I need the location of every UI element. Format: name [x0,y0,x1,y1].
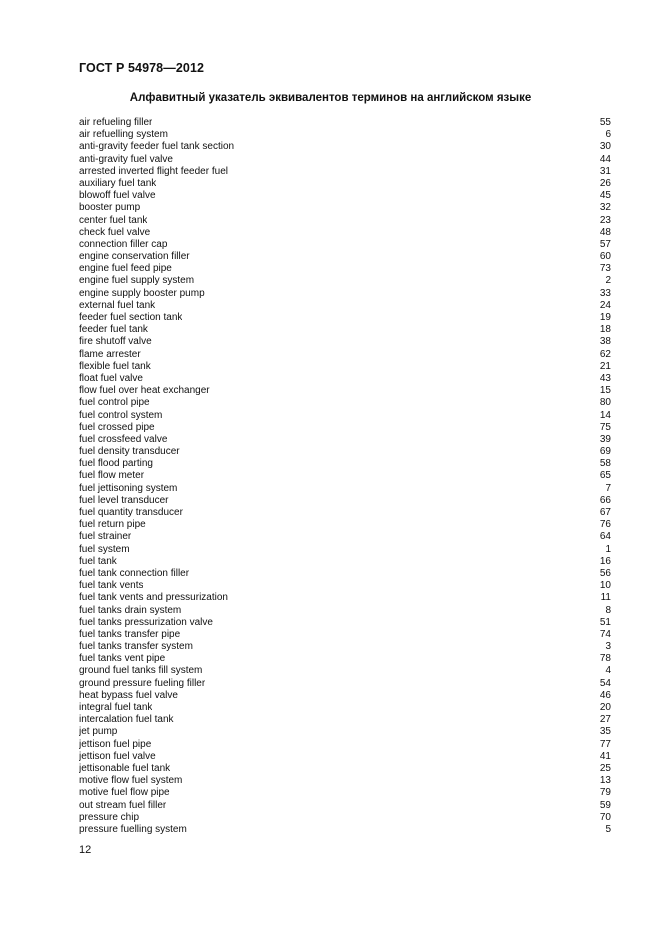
index-entry [79,580,611,592]
entry-number: 41 [599,750,611,762]
index-entry [79,178,611,190]
index-entry [79,227,611,239]
index-entry [79,166,611,178]
index-entry [79,422,611,434]
entry-term: pressure chip [79,811,140,823]
entry-term: engine fuel supply system [79,275,195,287]
entry-number: 80 [599,397,611,409]
entry-number: 39 [599,433,611,445]
entry-term: fuel tanks transfer pipe [79,628,181,640]
entry-number: 58 [599,458,611,470]
entry-number: 51 [599,616,611,628]
entry-number: 75 [599,421,611,433]
entry-term: air refuelling system [79,129,168,141]
entry-term: fuel tanks drain system [79,604,182,616]
entry-number: 48 [599,226,611,238]
index-entry [79,726,611,738]
entry-term: flame arrester [79,348,141,360]
entry-term: jet pump [79,726,118,738]
index-entry [79,519,611,531]
entry-term: out stream fuel filler [79,799,167,811]
entry-number: 3 [605,641,611,653]
entry-term: fuel jettisoning system [79,482,178,494]
entry-term: integral fuel tank [79,702,153,713]
index-entry [79,373,611,385]
index-entry [79,702,611,714]
entry-term: jettison fuel valve [79,750,156,762]
entry-number: 73 [599,263,611,275]
entry-term: connection filler cap [79,238,168,250]
entry-number: 79 [599,787,611,799]
entry-number: 25 [599,762,611,774]
entry-term: feeder fuel tank [79,324,148,336]
entry-number: 76 [599,519,611,531]
index-entry [79,251,611,263]
entry-term: fuel level transducer [79,494,169,506]
index-entry [79,800,611,812]
index-entry [79,312,611,324]
index-entry [79,605,611,617]
entry-number: 16 [599,555,611,567]
entry-number: 62 [599,348,611,360]
entry-number: 67 [599,507,611,518]
entry-number: 66 [599,494,611,506]
entry-number: 54 [599,677,611,689]
index-entry [79,288,611,300]
entry-term: fuel tank connection filler [79,567,190,579]
entry-number: 38 [599,336,611,348]
index-entry [79,239,611,251]
index-entry [79,263,611,275]
entry-number: 27 [599,714,611,726]
entry-number: 5 [605,823,611,835]
index-entry [79,556,611,568]
entry-number: 4 [605,665,611,677]
index-entry [79,690,611,702]
index-entry [79,678,611,690]
entry-term: engine fuel feed pipe [79,263,172,275]
document-code: ГОСТ Р 54978—2012 [79,61,205,75]
entry-term: booster pump [79,202,141,214]
entry-number: 64 [599,531,611,543]
entry-term: fuel tank [79,555,117,567]
entry-number: 56 [599,567,611,579]
index-entry [79,324,611,336]
entry-term: engine supply booster pump [79,287,205,299]
entry-term: fuel crossed pipe [79,421,155,433]
index-entry [79,336,611,348]
entry-term: jettisonable fuel tank [79,762,171,774]
entry-term: flexible fuel tank [79,360,151,372]
entry-number: 30 [599,141,611,153]
entry-number: 69 [599,446,611,458]
entry-number: 77 [599,738,611,750]
index-entry [79,544,611,556]
index-entry [79,141,611,153]
entry-number: 19 [599,312,611,323]
index-entry [79,410,611,422]
entry-number: 7 [605,482,611,494]
entry-number: 1 [605,543,611,555]
index-entry [79,568,611,580]
index-entry [79,470,611,482]
entry-number: 6 [605,129,611,141]
index-entry [79,751,611,763]
index-entry [79,531,611,543]
entry-number: 21 [599,360,611,372]
entry-number: 10 [599,580,611,592]
entry-number: 35 [599,726,611,738]
index-entry [79,190,611,202]
entry-number: 46 [599,689,611,701]
entry-term: motive flow fuel system [79,775,183,787]
index-entry [79,349,611,361]
entry-term: external fuel tank [79,299,156,311]
index-entry [79,739,611,751]
index-entry [79,507,611,519]
entry-term: feeder fuel section tank [79,312,183,323]
entry-number: 74 [599,628,611,640]
index-entry [79,458,611,470]
entry-term: fuel flood parting [79,458,153,470]
entry-term: check fuel valve [79,226,151,238]
index-entry [79,446,611,458]
entry-number: 23 [599,214,611,226]
entry-term: intercalation fuel tank [79,714,174,726]
entry-number: 43 [599,372,611,384]
index-entry [79,434,611,446]
index-entry [79,787,611,799]
entry-term: fuel tanks pressurization valve [79,616,213,628]
index-entry [79,617,611,629]
entry-term: blowoff fuel valve [79,190,156,202]
entry-term: auxiliary fuel tank [79,177,157,189]
entry-term: anti-gravity fuel valve [79,153,173,165]
entry-term: fuel tanks vent pipe [79,653,166,665]
index-entry [79,117,611,129]
entry-number: 44 [599,153,611,165]
entry-number: 32 [599,202,611,214]
entry-number: 57 [599,238,611,250]
entry-number: 11 [600,592,611,604]
index-entry [79,129,611,141]
entry-term: motive fuel flow pipe [79,787,170,799]
index-entry [79,763,611,775]
entry-term: fuel tank vents [79,580,144,592]
entry-number: 33 [599,287,611,299]
index-entry [79,775,611,787]
entry-number: 13 [599,775,611,787]
entry-number: 31 [599,165,611,177]
entry-number: 24 [599,299,611,311]
entry-term: anti-gravity feeder fuel tank section [79,141,235,153]
entry-term: flow fuel over heat exchanger [79,385,210,397]
index-entry [79,653,611,665]
entry-number: 14 [599,409,611,421]
index-entry [79,495,611,507]
entry-term: fuel crossfeed valve [79,433,168,445]
entry-term: jettison fuel pipe [79,738,152,750]
entry-number: 60 [599,251,611,263]
entry-number: 65 [599,470,611,482]
index-entry [79,629,611,641]
entry-number: 78 [599,653,611,665]
index-entry [79,215,611,227]
index-entry [79,592,611,604]
entry-term: fuel tank vents and pressurization [79,592,228,604]
section-title: Алфавитный указатель эквивалентов терминов на английском языке [129,92,532,104]
entry-number: 15 [599,385,611,397]
entry-term: fuel flow meter [79,470,145,482]
entry-number: 8 [605,604,611,616]
entry-term: fuel tanks transfer system [79,641,193,653]
page-number: 12 [79,844,92,856]
index-entry [79,154,611,166]
entry-term: center fuel tank [79,214,148,226]
index-entry [79,824,611,836]
entry-number: 18 [599,324,611,336]
entry-term: engine conservation filler [79,251,190,263]
index-entry [79,275,611,287]
index-entry [79,641,611,653]
entry-number: 45 [599,190,611,202]
entry-term: ground pressure fueling filler [79,677,206,689]
index-entry [79,300,611,312]
index-entry [79,397,611,409]
index-entry [79,665,611,677]
index-entry [79,202,611,214]
entry-term: ground fuel tanks fill system [79,665,203,677]
entry-term: fire shutoff valve [79,336,152,348]
entry-term: pressure fuelling system [79,823,187,835]
index-entry [79,361,611,373]
entry-term: fuel density transducer [79,446,180,458]
entry-number: 20 [599,702,611,713]
entry-term: air refueling filler [79,117,153,128]
index-entry [79,385,611,397]
entry-term: heat bypass fuel valve [79,689,178,701]
entry-number: 70 [599,811,611,823]
entry-number: 59 [599,799,611,811]
entry-term: arrested inverted flight feeder fuel [79,165,228,177]
entry-term: fuel quantity transducer [79,507,183,518]
index-entry [79,714,611,726]
entry-term: float fuel valve [79,372,143,384]
entry-number: 26 [599,177,611,189]
entry-term: fuel system [79,543,130,555]
entry-term: fuel control pipe [79,397,150,409]
term-index-list [79,117,611,836]
index-entry [79,483,611,495]
entry-term: fuel control system [79,409,163,421]
entry-term: fuel return pipe [79,519,146,531]
entry-number: 55 [599,117,611,128]
index-entry [79,812,611,824]
entry-term: fuel strainer [79,531,132,543]
entry-number: 2 [605,275,611,287]
